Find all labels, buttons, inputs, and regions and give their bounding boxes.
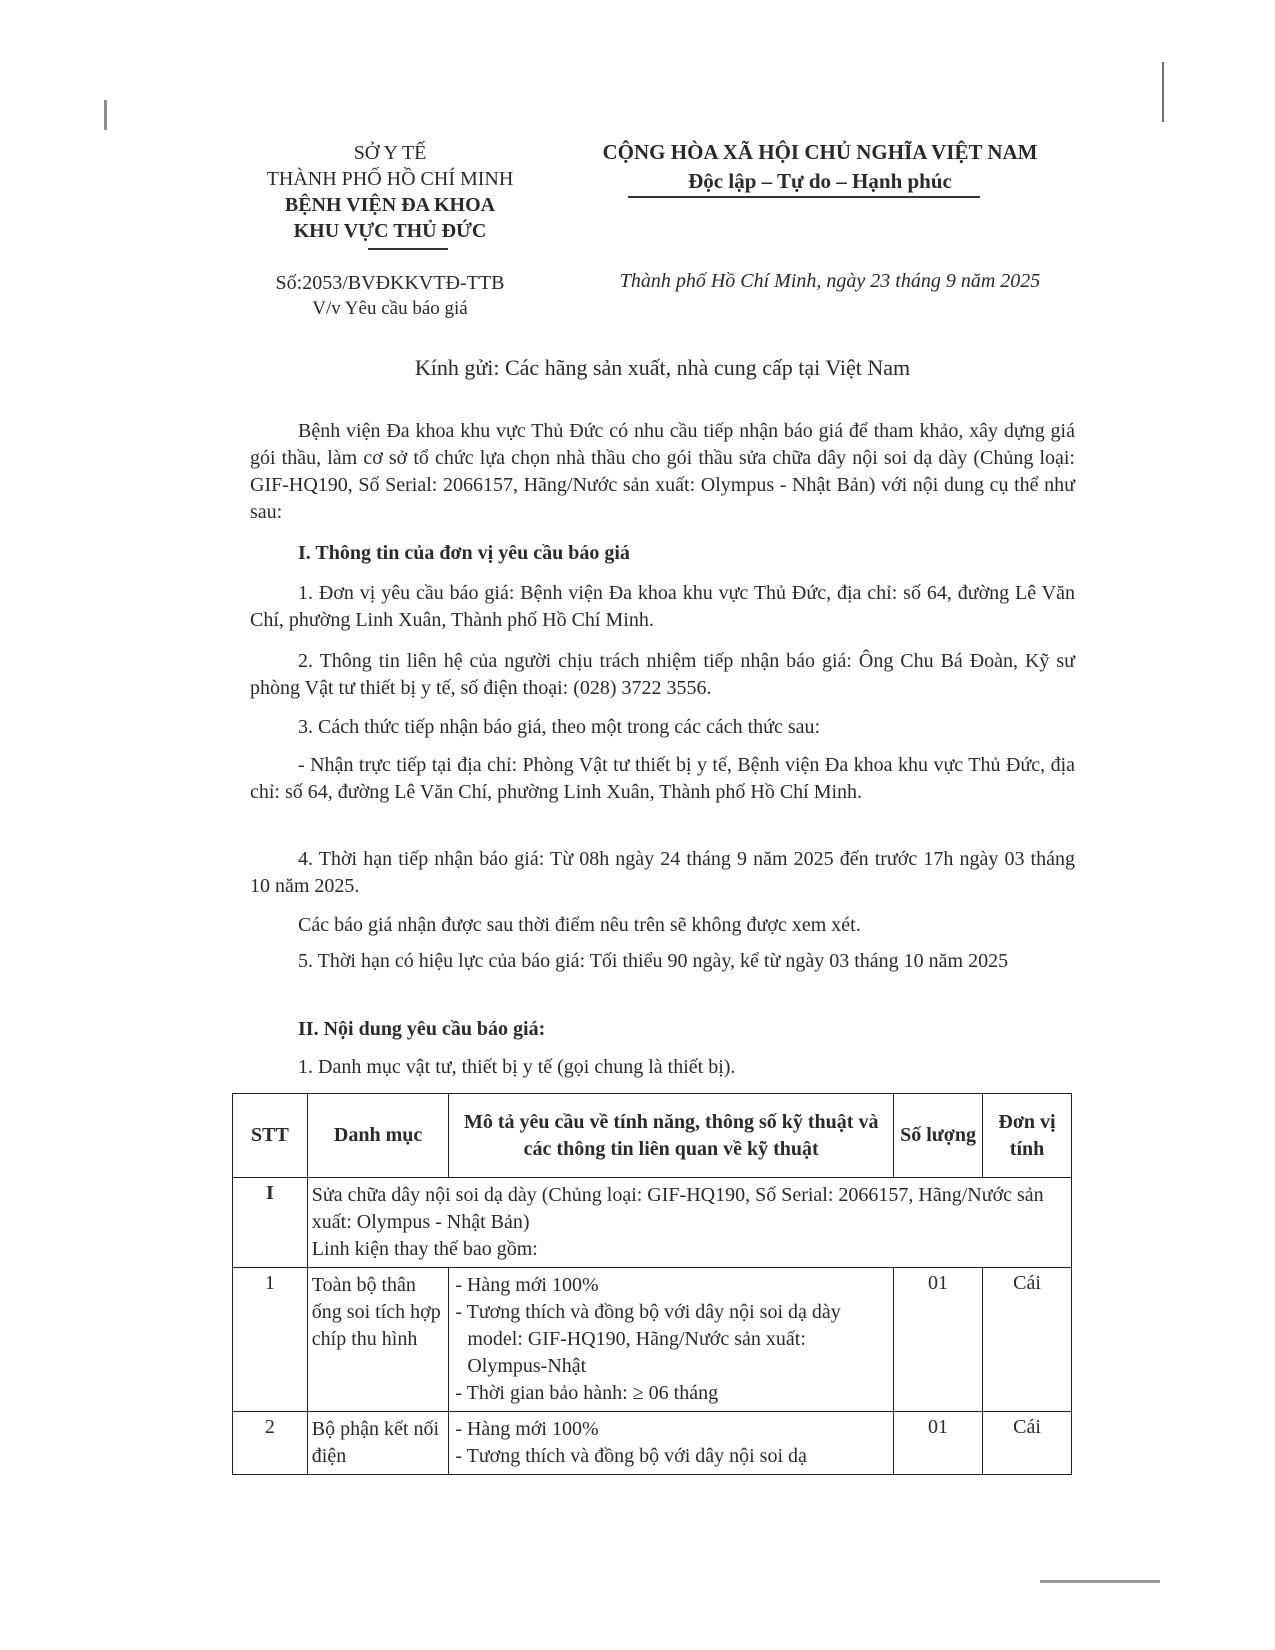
- scan-mark-right: [1162, 62, 1164, 122]
- section-1-item-5: 5. Thời hạn có hiệu lực của báo giá: Tối thiểu 90 ngày, kể từ ngày 03 tháng 10 năm 2025: [298, 950, 1009, 972]
- group-line-2: Linh kiện thay thế bao gồm:: [311, 1238, 538, 1260]
- col-header-unit: Đơn vị tính: [983, 1094, 1072, 1178]
- section-1-item-3a: - Nhận trực tiếp tại địa chỉ: Phòng Vật tư thiết bị y tế, Bệnh viện Đa khoa khu vực Thủ Đức, địa chỉ: số 64, đường Lê Văn Chí, phường Linh Xuân, Thành phố Hồ Chí Minh.: [250, 754, 1075, 803]
- row-desc: [449, 1268, 894, 1412]
- issuer-line-4: KHU VỰC THỦ ĐỨC: [293, 220, 487, 242]
- row-unit: Cái: [983, 1412, 1072, 1475]
- section-1-item-4a: Các báo giá nhận được sau thời điểm nêu trên sẽ không được xem xét.: [298, 914, 861, 936]
- col-header-qty: Số lượng: [894, 1094, 983, 1178]
- group-stt: I: [233, 1178, 308, 1268]
- doc-subject: V/v Yêu cầu báo giá: [312, 298, 468, 319]
- intro-paragraph: Bệnh viện Đa khoa khu vực Thủ Đức có nhu cầu tiếp nhận báo giá để tham khảo, xây dựng giá gói thầu, làm cơ sở tổ chức lựa chọn nhà thầu cho gói thầu sửa chữa dây nội soi dạ dày (Chủng loại: GIF-HQ190, Số Serial: 2066157, Hãng/Nước sản xuất: Olympus - Nhật Bản) với nội dung cụ thể như sau:: [250, 420, 1075, 523]
- row-desc-line: - Tương thích và đồng bộ với dây nội soi dạ dày model: GIF-HQ190, Hãng/Nước sản xuất: Olympus-Nhật: [455, 1301, 841, 1377]
- section-1-item-3: 3. Cách thức tiếp nhận báo giá, theo một trong các cách thức sau:: [298, 716, 821, 738]
- issuer-line-2: THÀNH PHỐ HỒ CHÍ MINH: [266, 168, 514, 190]
- row-desc-line: - Thời gian bảo hành: ≥ 06 tháng: [455, 1382, 719, 1404]
- col-header-item: Danh mục: [307, 1094, 449, 1178]
- nation-block: [560, 138, 1080, 196]
- issue-date: Thành phố Hồ Chí Minh, ngày 23 tháng 9 năm 2025: [619, 270, 1041, 292]
- issuer-underline: [368, 248, 448, 250]
- table-group-row: [233, 1178, 1072, 1268]
- row-desc-line: - Tương thích và đồng bộ với dây nội soi dạ: [455, 1445, 807, 1467]
- row-qty: 01: [894, 1412, 983, 1475]
- section-2-item-1: 1. Danh mục vật tư, thiết bị y tế (gọi chung là thiết bị).: [298, 1056, 736, 1078]
- equipment-table: [232, 1093, 1072, 1475]
- row-stt: 1: [233, 1268, 308, 1412]
- doc-number: Số:2053/BVĐKKVTĐ-TTB: [275, 272, 505, 294]
- row-desc: [449, 1412, 894, 1475]
- recipient: Kính gửi: Các hãng sản xuất, nhà cung cấp tại Việt Nam: [414, 355, 911, 380]
- nation-title: CỘNG HÒA XÃ HỘI CHỦ NGHĨA VIỆT NAM: [602, 140, 1038, 164]
- motto-underline: [628, 196, 980, 198]
- group-line-1: Sửa chữa dây nội soi dạ dày (Chủng loại: GIF-HQ190, Số Serial: 2066157, Hãng/Nước sản xuất: Olympus - Nhật Bản): [311, 1184, 1044, 1233]
- section-1-item-1: 1. Đơn vị yêu cầu báo giá: Bệnh viện Đa khoa khu vực Thủ Đức, địa chỉ: số 64, đường Lê Văn Chí, phường Linh Xuân, Thành phố Hồ Chí Minh.: [250, 582, 1075, 631]
- row-desc-line: - Hàng mới 100%: [455, 1274, 599, 1296]
- issuer-line-1: SỞ Y TẾ: [353, 142, 427, 164]
- row-desc-line: - Hàng mới 100%: [455, 1418, 599, 1440]
- row-item-text: Toàn bộ thân ống soi tích hợp chíp thu hình: [311, 1274, 441, 1350]
- row-item: [307, 1268, 449, 1412]
- scan-mark-left: [104, 100, 107, 130]
- issuer-line-3: BỆNH VIỆN ĐA KHOA: [284, 194, 496, 216]
- doc-number-block: [230, 270, 550, 322]
- row-item-text: Bộ phận kết nối điện: [311, 1418, 440, 1467]
- row-unit: Cái: [983, 1268, 1072, 1412]
- row-stt: 2: [233, 1412, 308, 1475]
- motto: Độc lập – Tự do – Hạnh phúc: [688, 169, 952, 193]
- section-2-title: II. Nội dung yêu cầu báo giá:: [298, 1018, 546, 1040]
- table-row: [233, 1268, 1072, 1412]
- section-1-title: I. Thông tin của đơn vị yêu cầu báo giá: [298, 542, 630, 564]
- issuer-block: [230, 140, 550, 244]
- row-item: [307, 1412, 449, 1475]
- table-header-row: [233, 1094, 1072, 1178]
- group-description: [307, 1178, 1071, 1268]
- row-qty: 01: [894, 1268, 983, 1412]
- scan-edge-bottom: [1040, 1580, 1160, 1583]
- col-header-desc: Mô tả yêu cầu về tính năng, thông số kỹ thuật và các thông tin liên quan về kỹ thuật: [449, 1094, 894, 1178]
- col-header-stt: STT: [233, 1094, 308, 1178]
- table-row: [233, 1412, 1072, 1475]
- section-1-item-4: 4. Thời hạn tiếp nhận báo giá: Từ 08h ngày 24 tháng 9 năm 2025 đến trước 17h ngày 03 tháng 10 năm 2025.: [250, 848, 1075, 897]
- section-1-item-2: 2. Thông tin liên hệ của người chịu trách nhiệm tiếp nhận báo giá: Ông Chu Bá Đoàn, Kỹ sư phòng Vật tư thiết bị y tế, số điện thoại: (028) 3722 3556.: [250, 650, 1075, 699]
